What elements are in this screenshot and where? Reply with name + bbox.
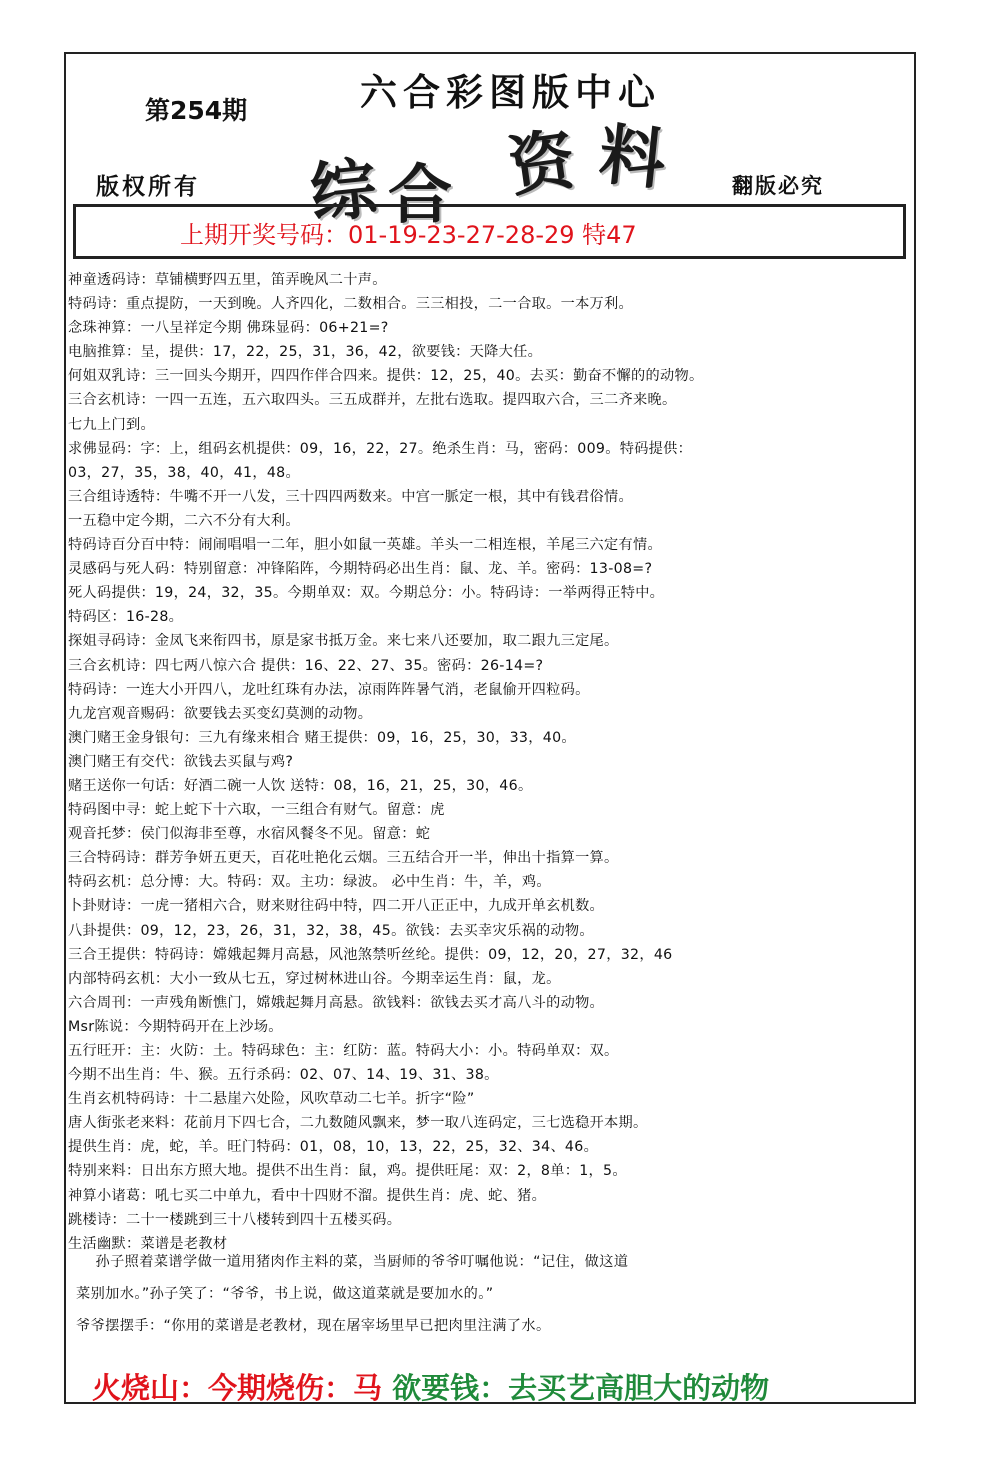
content-line: 探姐寻码诗：金凤飞来衔四书，原是家书抵万金。来七来八还要加，取二跟九三定尾。 xyxy=(68,633,619,650)
content-line: 特码图中寻：蛇上蛇下十六取，一三组合有财气。留意：虎 xyxy=(68,802,445,819)
last-result-text: 上期开奖号码：01-19-23-27-28-29 特47 xyxy=(180,221,637,249)
story-line: 爷爷摆摆手：“你用的菜谱是老教材，现在屠宰场里早已把肉里注满了水。 xyxy=(76,1318,551,1334)
content-line: 特码诗：一连大小开四八，龙吐红珠有办法，凉雨阵阵暑气消，老鼠偷开四粒码。 xyxy=(68,681,590,698)
story-line: 菜别加水。”孙子笑了：“爷爷，书上说，做这道菜就是要加水的。” xyxy=(76,1286,494,1302)
big-title-char: 综 xyxy=(306,148,381,234)
big-title-char: 合 xyxy=(388,158,452,233)
content-line: 卜卦财诗：一虎一猪相六合，财来财往码中特，四二开八正正中，九成开单玄机数。 xyxy=(68,898,605,915)
footer-part-red: 火烧山：今期烧伤：马 xyxy=(92,1371,383,1405)
big-title xyxy=(300,110,720,234)
content-line: 特码区：16-28。 xyxy=(68,609,184,626)
last-result-box xyxy=(73,204,906,259)
content-line: 七九上门到。 xyxy=(68,416,155,433)
content-line: 电脑推算：呈，提供：17，22，25，31，36，42，欲要钱：天降大任。 xyxy=(68,344,543,361)
big-title-char: 资 xyxy=(503,119,580,207)
content-line: 神算小诸葛：吼七买二中单九，看中十四财不溜。提供生肖：虎、蛇、猪。 xyxy=(68,1187,547,1204)
story-line: 孙子照着菜谱学做一道用猪肉作主料的菜，当厨师的爷爷叮嘱他说：“记住，做这道 xyxy=(76,1254,629,1270)
content-line: 死人码提供：19，24，32，35。今期单双：双。今期总分：小。特码诗：一举两得正特中。 xyxy=(68,585,665,602)
content-line: 何姐双乳诗：三一回头今期开，四四作伴合四来。提供：12，25，40。去买：勤奋不懈的的动物。 xyxy=(68,368,704,385)
humor-story xyxy=(76,1246,906,1342)
big-title-char: 料 xyxy=(595,114,670,200)
content-line: Msr陈说：今期特码开在上沙场。 xyxy=(68,1018,283,1035)
content-line: 赌王送你一句话：好酒二碗一人饮 送特：08，16，21，25，30，46。 xyxy=(68,777,533,794)
content-line: 生活幽默：菜谱是老教材 xyxy=(68,1235,228,1252)
content-line: 一五稳中定今期，二六不分有大利。 xyxy=(68,512,300,529)
copyright-right: 翻版必究 xyxy=(732,173,824,198)
content-line: 九龙宫观音赐码：欲要钱去买变幻莫测的动物。 xyxy=(68,705,373,722)
content-line: 特码玄机：总分博：大。特码：双。主功：绿波。 必中生肖：牛，羊，鸡。 xyxy=(68,874,551,891)
content-line: 03，27，35，38，40，41，48。 xyxy=(68,464,300,481)
content-line: 三合组诗透特：牛嘴不开一八发，三十四四两数来。中宫一脈定一根，其中有钱君俗情。 xyxy=(68,488,634,505)
content-line: 求佛显码：字：上，组码玄机提供：09，16，22，27。绝杀生肖：马，密码：009。特码提供： xyxy=(68,440,693,457)
content-line: 唐人街张老来料：花前月下四七合，二九数随风飘来，梦一取八连码定，三七选稳开本期。 xyxy=(68,1115,648,1132)
content-line: 三合玄机诗：四七两八惊六合 提供：16、22、27、35。密码：26-14=? xyxy=(68,657,544,674)
content-line: 特别来料：日出东方照大地。提供不出生肖：鼠，鸡。提供旺尾：双：2，8单：1，5。 xyxy=(68,1163,627,1180)
content-line: 特码诗百分百中特：闹闹唱唱一二年，胆小如鼠一英雄。羊头一二相连根，羊尾三六定有情。 xyxy=(68,537,662,554)
content-line: 三合玄机诗：一四一五连，五六取四头。三五成群并，左批右选取。提四取六合，三二齐来晚。 xyxy=(68,392,677,409)
content-line: 特码诗：重点提防，一天到晚。人齐四化，二数相合。三三相投，二一合取。一本万利。 xyxy=(68,296,634,313)
footer-part-green: 欲要钱：去买艺高胆大的动物 xyxy=(392,1371,770,1405)
content-line: 六合周刊：一声残角断憔门，嫦娥起舞月高悬。欲钱料：欲钱去买才高八斗的动物。 xyxy=(68,994,605,1011)
content-line: 澳门赌王金身银句：三九有缘来相合 赌王提供：09，16，25，30，33，40。 xyxy=(68,729,576,746)
content-line: 观音托梦：侯门似海非至尊，水宿风餐冬不见。留意：蛇 xyxy=(68,826,431,843)
content-line: 神童透码诗：草铺横野四五里，笛弄晚风二十声。 xyxy=(68,272,387,288)
content-line: 生肖玄机特码诗：十二悬崖六处险，风吹草动二七羊。折字“险” xyxy=(68,1091,475,1108)
content-line: 澳门赌王有交代：欲钱去买鼠与鸡? xyxy=(68,753,294,770)
content-line: 灵感码与死人码：特别留意：冲锋陷阵，今期特码必出生肖：鼠、龙、羊。密码：13-08=? xyxy=(68,561,653,578)
content-line: 内部特码玄机：大小一致从七五，穿过树林进山谷。今期幸运生肖：鼠，龙。 xyxy=(68,970,561,987)
content-line: 提供生肖：虎，蛇，羊。旺门特码：01，08，10，13，22，25，32、34、46。 xyxy=(68,1139,599,1156)
content-line: 念珠神算：一八呈祥定今期 佛珠显码：06+21=? xyxy=(68,320,389,337)
content-line: 三合王提供：特码诗：嫦娥起舞月高悬，风池煞禁听丝纶。提供：09，12，20，27，32，46 xyxy=(68,946,673,963)
copyright-left: 版权所有 xyxy=(96,173,200,200)
content-line: 五行旺开：主：火防：土。特码球色：主：红防：蓝。特码大小：小。特码单双：双。 xyxy=(68,1043,619,1059)
footer-banner xyxy=(92,1366,769,1407)
content-line: 三合特码诗：群芳争妍五更天，百花吐艳化云烟。三五结合开一半，伸出十指算一算。 xyxy=(68,850,619,867)
content-lines xyxy=(68,268,913,1256)
content-line: 八卦提供：09，12，23，26，31，32，38，45。欲钱：去买幸灾乐祸的动物。 xyxy=(68,922,594,939)
content-line: 跳楼诗：二十一楼跳到三十八楼转到四十五楼买码。 xyxy=(68,1211,402,1228)
brand-title: 六合彩图版中心 xyxy=(360,70,661,114)
content-line: 今期不出生肖：牛、猴。五行杀码：02、07、14、19、31、38。 xyxy=(68,1067,499,1084)
issue-number: 第254期 xyxy=(145,96,248,125)
